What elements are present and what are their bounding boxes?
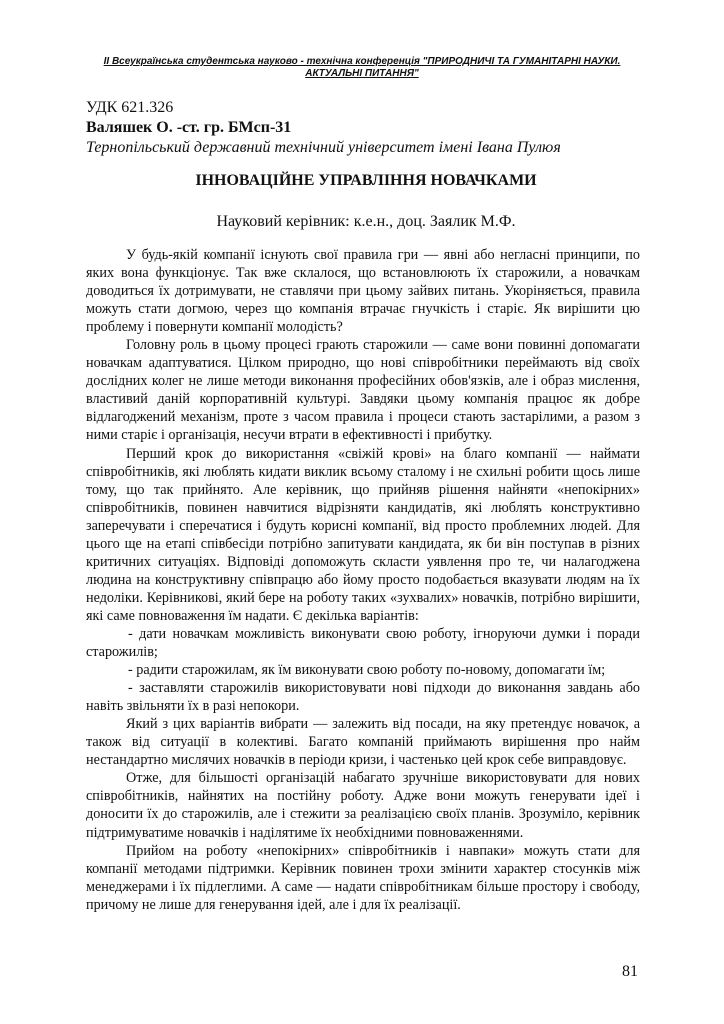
page-number: 81: [622, 963, 638, 980]
paragraph: У будь-якій компанії існують свої правила гри — явні або негласні принципи, по яких вона функціонує. Так вже склалося, що встановлюють їх старожили, а новачкам доводиться їх дотримувати, не ставлячи при цьому зайвих питань. Укоріняється, правила можуть стати догмою, через що компанія втрачає гнучкість і старіє. Як вирішити цю проблему і повернути компанії молодість?: [86, 247, 640, 336]
option-item: - дати новачкам можливість виконувати свою роботу, ігноруючи думки і поради старожилів;: [86, 625, 640, 661]
paragraph: Отже, для більшості організацій набагато зручніше використовувати для нових співробітників, найнятих на постійну роботу. Адже вони можуть генерувати ідеї і доносити їх до старожилів, але і стежити за реалізацією своїх планів. Зрозуміло, керівник підтримуватиме новачків і наділятиме їх необхідними повноваженнями.: [86, 770, 640, 841]
university-affiliation: Тернопільський державний технічний університет імені Івана Пулюя: [86, 139, 561, 156]
article-meta: [86, 98, 646, 158]
article-body: [86, 246, 640, 914]
conference-header: [95, 56, 629, 80]
conference-header-line-2: АКТУАЛЬНІ ПИТАННЯ": [305, 68, 419, 79]
author-line: Валяшек О. -ст. гр. БМсп-31: [86, 119, 292, 136]
option-item: - радити старожилам, як їм виконувати свою роботу по-новому, допомагати їм;: [128, 662, 606, 679]
paragraph: Прийом на роботу «непокірних» співробітників і навпаки» можуть стати для компанії методами підтримки. Керівник повинен трохи змінити характер стосунків між менеджерами і їх підлеглими. А саме — надати співробітникам більше простору і свободу, причому не лише для генерування ідей, але і для їх реалізації.: [86, 842, 640, 913]
conference-header-line-1: ІІ Всеукраїнська студентська науково - технічна конференція "ПРИРОДНИЧІ ТА ГУМАНІТАРНІ НАУКИ.: [103, 56, 621, 67]
udk-code: УДК 621.326: [86, 99, 174, 116]
supervisor-line: Науковий керівник: к.е.н., доц. Заялик М.Ф.: [216, 213, 516, 230]
paragraph: Головну роль в цьому процесі грають старожили — саме вони повинні допомагати новачкам адаптуватися. Цілком природно, що нові співробітники переймають від своїх дослідних колег не лише методи виконання професійних обов'язків, але і образ мислення, властивий даній корпоративній культурі. Завдяки цьому компанія працює як добре відлагоджений механізм, проте з часом правила і процеси стають застарілими, а разом з ними старіє і організація, несучи втрати в ефективності і прибутку.: [86, 337, 640, 444]
option-item: - заставляти старожилів використовувати нові підходи до виконання завдань або навіть звільняти їх в разі непокори.: [86, 680, 640, 715]
paragraph: Який з цих варіантів вибрати — залежить від посади, на яку претендує новачок, а також від ситуації в колективі. Багато компаній приймають вирішення про найм нестандартно мислячих новачків в періоди кризи, і частенько цей крок себе виправдовує.: [86, 716, 640, 769]
article-title: ІННОВАЦІЙНЕ УПРАВЛІННЯ НОВАЧКАМИ: [195, 172, 537, 189]
paragraph: Перший крок до використання «свіжій крові» на благо компанії — наймати співробітників, які люблять кидати виклик всьому сталому і не схильні робити щось лише тому, що так прийнято. Але керівник, що прийняв рішення найняти «непокірних» співробітників, повинен навчитися відрізняти кандидатів, які люблять конструктивно заперечувати і сперечатися і будуть корисні компанії, від просто проблемних людей. Для цього ще на етапі співбесіди потрібно запитувати кандидата, як би він поступав в різних критичних ситуаціях. Відповіді допоможуть скласти уявлення про те, чи налагоджена людина на конструктивну співпрацю або йому просто подобається вказувати людям на їх недоліки. Керівникові, який бере на роботу таких «зухвалих» новачків, потрібно вирішити, які саме повноваження їм надати. Є декілька варіантів:: [86, 445, 640, 624]
